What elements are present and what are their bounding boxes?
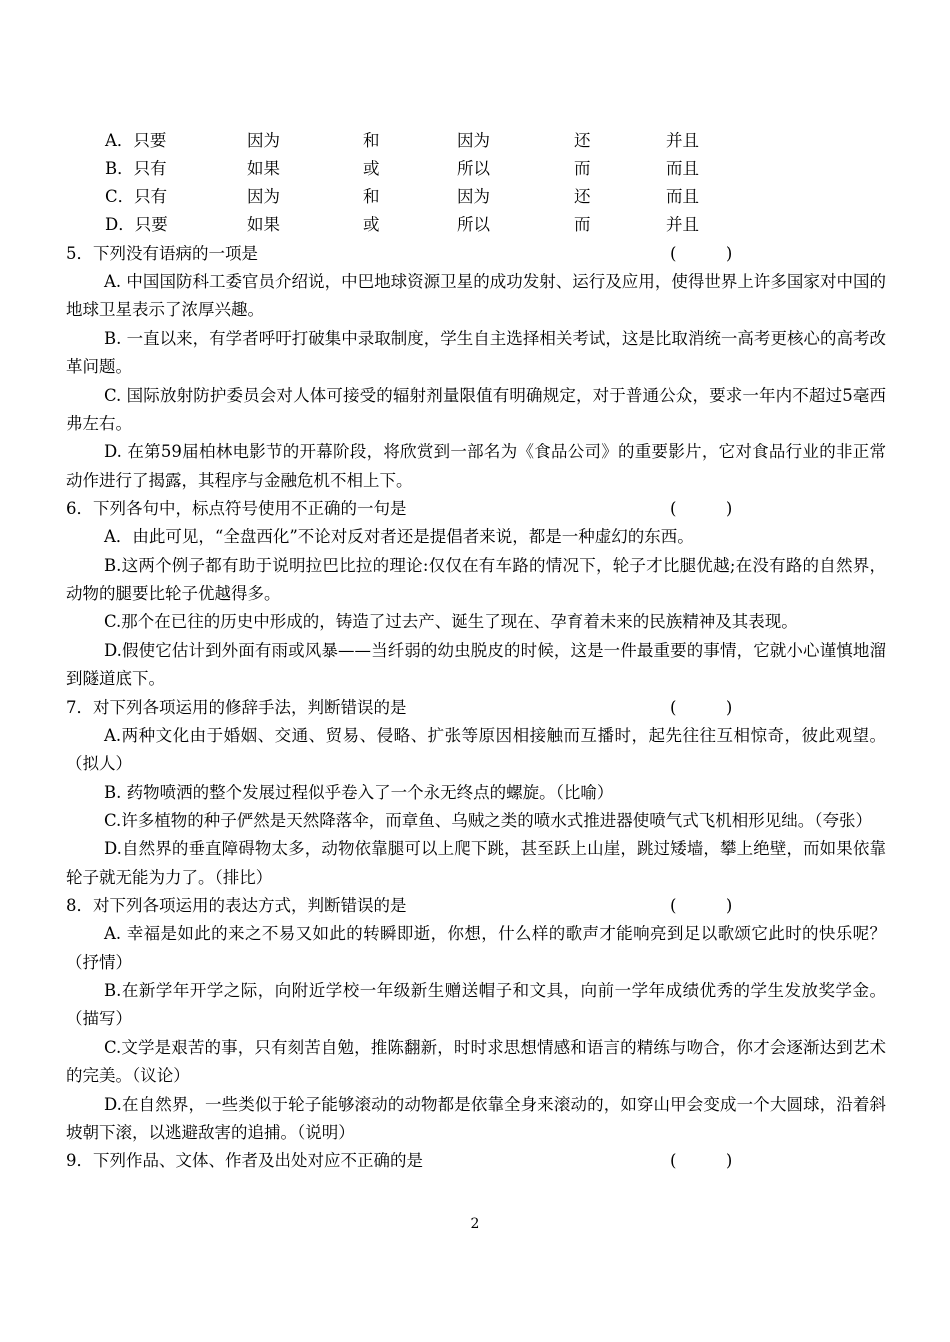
question-5-stem xyxy=(66,240,886,268)
option-word: 或 xyxy=(363,215,380,234)
q4-option-b[interactable] xyxy=(105,153,746,181)
question-text: 8．对下列各项运用的表达方式，判断错误的是 xyxy=(66,896,407,916)
option-word: 因为 xyxy=(457,131,490,150)
answer-bracket[interactable]: ( ) xyxy=(670,896,733,916)
q5-option-c[interactable]: C. 国际放射防护委员会对人体可接受的辐射剂量限值有明确规定，对于普通公众，要求一年内不超过5毫西弗左右。 xyxy=(66,385,886,434)
option-word: 因为 xyxy=(457,187,490,206)
option-word: 所以 xyxy=(457,159,490,178)
question-6-stem xyxy=(66,495,886,523)
questions-content xyxy=(66,240,886,1175)
option-letter: D． xyxy=(105,215,135,234)
q4-options-table xyxy=(105,125,746,237)
q4-option-a[interactable] xyxy=(105,125,746,153)
option-cell xyxy=(105,211,247,235)
q7-option-c[interactable]: C.许多植物的种子俨然是天然降落伞，而章鱼、乌贼之类的喷水式推进器使喷气式飞机相形见绌。（夸张） xyxy=(104,810,873,830)
q5-option-b[interactable]: B. 一直以来，有学者呼吁打破集中录取制度，学生自主选择相关考试，这是比取消统一高考更核心的高考改革问题。 xyxy=(66,328,886,377)
option-word: 和 xyxy=(363,131,380,150)
option-word: 只要 xyxy=(133,131,167,150)
option-cell xyxy=(105,183,247,207)
option-cell xyxy=(105,155,247,179)
q8-option-d[interactable]: D.在自然界，一些类似于轮子能够滚动的动物都是依靠全身来滚动的，如穿山甲会变成一个大圆球，沿着斜坡朝下滚，以逃避敌害的追捕。（说明） xyxy=(66,1094,886,1142)
option-letter: B． xyxy=(105,159,134,178)
option-word: 并且 xyxy=(666,131,699,150)
option-letter: A． xyxy=(105,131,134,150)
q7-option-b[interactable]: B. 药物喷洒的整个发展过程似乎卷入了一个永无终点的螺旋。（比喻） xyxy=(104,782,614,802)
answer-bracket[interactable]: ( ) xyxy=(670,697,733,717)
option-word: 只要 xyxy=(134,215,168,234)
q8-option-c[interactable]: C.文学是艰苦的事，只有刻苦自勉，推陈翻新，时时求思想情感和语言的精练与吻合，你才会逐渐达到艺术的完美。（议论） xyxy=(66,1037,886,1086)
option-word: 还 xyxy=(574,131,591,150)
option-word: 并且 xyxy=(666,215,699,234)
q7-option-a[interactable]: A.两种文化由于婚姻、交通、贸易、侵略、扩张等原因相接触而互播时，起先往往互相惊奇，彼此观望。（拟人） xyxy=(66,725,886,774)
option-word: 和 xyxy=(363,187,380,206)
option-word: 如果 xyxy=(247,215,280,234)
option-word: 因为 xyxy=(247,131,280,150)
q4-option-d[interactable] xyxy=(105,209,746,237)
option-word: 只有 xyxy=(133,159,167,178)
option-word: 还 xyxy=(574,187,591,206)
answer-bracket[interactable]: ( ) xyxy=(670,244,733,263)
answer-bracket[interactable]: ( ) xyxy=(670,499,733,519)
page-number: 2 xyxy=(470,1216,480,1232)
question-text: 7．对下列各项运用的修辞手法，判断错误的是 xyxy=(66,697,407,717)
option-word: 而 xyxy=(574,215,591,234)
option-word: 而且 xyxy=(666,187,699,206)
q8-option-b[interactable]: B.在新学年开学之际，向附近学校一年级新生赠送帽子和文具，向前一学年成绩优秀的学生发放奖学金。（描写） xyxy=(66,980,886,1029)
q6-option-b[interactable]: B.这两个例子都有助于说明拉巴比拉的理论:仅仅在有车路的情况下，轮子才比腿优越;在没有路的自然界，动物的腿要比轮子优越得多。 xyxy=(66,555,886,604)
q5-option-d[interactable]: D. 在第59届柏林电影节的开幕阶段，将欣赏到一部名为《食品公司》的重要影片，它对食品行业的非正常动作进行了揭露，其程序与金融危机不相上下。 xyxy=(66,442,886,490)
question-7-stem xyxy=(66,694,886,722)
question-text: 9．下列作品、文体、作者及出处对应不正确的是 xyxy=(66,1151,423,1171)
q6-option-a[interactable]: A．由此可见，“全盘西化”不论对反对者还是提倡者来说，都是一种虚幻的东西。 xyxy=(104,527,694,547)
option-word: 如果 xyxy=(247,159,280,178)
question-text: 5．下列没有语病的一项是 xyxy=(66,244,258,263)
q4-option-c[interactable] xyxy=(105,181,746,209)
option-word: 而 xyxy=(574,159,591,178)
option-word: 只有 xyxy=(134,187,168,206)
option-word: 而且 xyxy=(666,159,699,178)
option-letter: C． xyxy=(105,187,135,206)
option-word: 所以 xyxy=(457,215,490,234)
question-text: 6．下列各句中，标点符号使用不正确的一句是 xyxy=(66,499,407,519)
question-9-stem xyxy=(66,1147,886,1175)
q5-option-a[interactable]: A. 中国国防科工委官员介绍说，中巴地球资源卫星的成功发射、运行及应用，使得世界上许多国家对中国的地球卫星表示了浓厚兴趣。 xyxy=(66,272,886,320)
question-8-stem xyxy=(66,892,886,920)
option-word: 因为 xyxy=(247,187,280,206)
q8-option-a[interactable]: A. 幸福是如此的来之不易又如此的转瞬即逝，你想，什么样的歌声才能响亮到足以歌颂它此时的快乐呢？（抒情） xyxy=(66,924,886,972)
q7-option-d[interactable]: D.自然界的垂直障碍物太多，动物依靠腿可以上爬下跳，甚至跃上山崖，跳过矮墙，攀上绝壁，而如果依靠轮子就无能为力了。（排比） xyxy=(66,839,886,887)
option-cell xyxy=(105,127,247,151)
q6-option-c[interactable]: C.那个在已往的历史中形成的，铸造了过去产、诞生了现在、孕育着未来的民族精神及其表现。 xyxy=(104,612,798,632)
answer-bracket[interactable]: ( ) xyxy=(670,1151,733,1171)
option-word: 或 xyxy=(363,159,380,178)
q6-option-d[interactable]: D.假使它估计到外面有雨或风暴——当纤弱的幼虫脱皮的时候，这是一件最重要的事情，它就小心谨慎地溜到隧道底下。 xyxy=(66,640,886,689)
